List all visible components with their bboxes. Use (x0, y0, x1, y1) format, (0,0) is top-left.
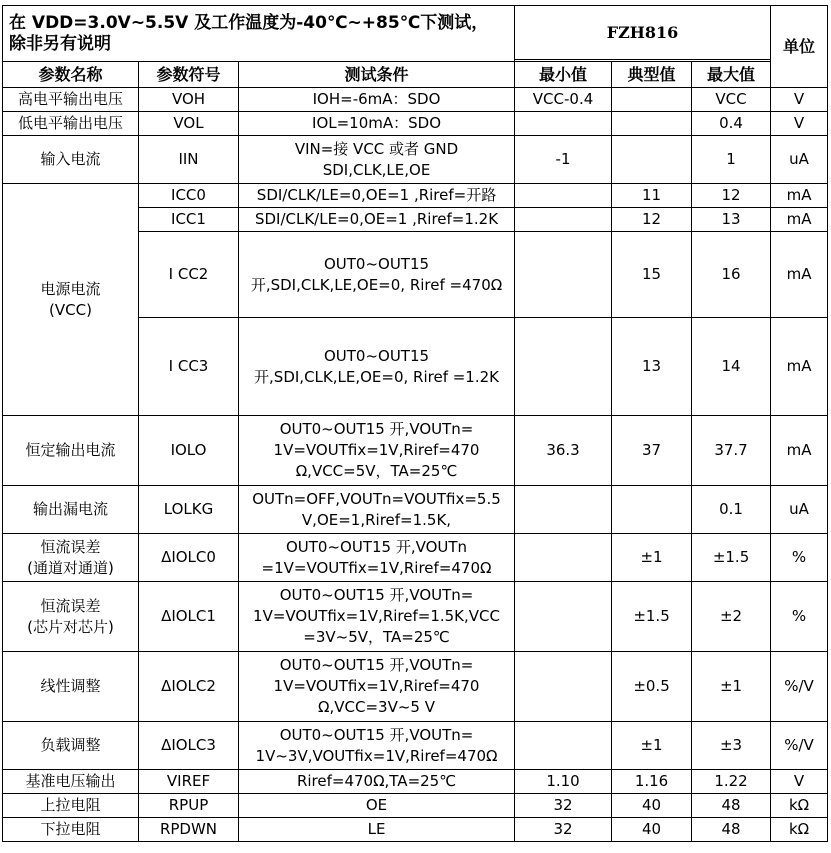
param-name-line: 恒流误差 (40, 537, 101, 556)
condition-line: 1V~3V,VOUTfix=1V,Riref=470Ω (255, 746, 498, 765)
test-condition (239, 534, 515, 582)
typ-value: 40 (612, 818, 692, 842)
condition-line: 开,SDI,CLK,LE,OE=0, Riref =470Ω (250, 275, 503, 294)
param-name: 高电平输出电压 (3, 88, 139, 112)
condition-line: 1V=VOUTfix=1V,Riref=470 (273, 677, 480, 695)
condition-line: Ω,VCC=3V~5 V (318, 698, 435, 716)
param-name: 线性调整 (3, 652, 139, 722)
param-symbol: RPDWN (139, 818, 239, 842)
param-name: 基准电压输出 (3, 770, 139, 794)
table-row (3, 416, 828, 486)
condition-line: IOL=10mA：SDO (312, 114, 442, 132)
test-condition (239, 652, 515, 722)
max-value: 12 (692, 184, 771, 208)
min-value: 1.10 (515, 770, 612, 794)
title-line-1: 在 VDD=3.0V~5.5V 及工作温度为-40℃~+85℃下测试， (9, 12, 489, 33)
typ-value: ±0.5 (612, 652, 692, 722)
max-value: VCC (692, 88, 771, 112)
unit-value: V (771, 88, 828, 112)
condition-line: OUT0~OUT15 开,VOUTn= (279, 725, 474, 744)
condition-line: OUT0~OUT15 (323, 346, 430, 365)
header-max: 最大值 (692, 62, 771, 88)
min-value (515, 232, 612, 318)
condition-line: =3V~5V，TA=25℃ (303, 628, 450, 646)
param-symbol: ΔIOLC0 (139, 534, 239, 582)
param-symbol: VOL (139, 112, 239, 136)
unit-value: uA (771, 486, 828, 534)
min-value (515, 534, 612, 582)
unit-value: mA (771, 184, 828, 208)
param-name-line: 恒流误差 (40, 596, 101, 615)
test-condition (239, 136, 515, 184)
typ-value: 13 (612, 318, 692, 416)
max-value: ±1 (692, 652, 771, 722)
typ-value (612, 486, 692, 534)
test-condition (239, 794, 515, 818)
min-value: 32 (515, 818, 612, 842)
test-condition (239, 318, 515, 416)
condition-line: 1V=VOUTfix=1V,Riref=1.5K,VCC (253, 607, 500, 625)
table-row (3, 112, 828, 136)
header-typ: 典型值 (612, 62, 692, 88)
min-value (515, 582, 612, 652)
table-row (3, 722, 828, 770)
table-row (3, 770, 828, 794)
param-name: 输出漏电流 (3, 486, 139, 534)
param-symbol: ICC1 (139, 208, 239, 232)
param-symbol: IOLO (139, 416, 239, 486)
max-value: ±3 (692, 722, 771, 770)
min-value (515, 722, 612, 770)
min-value: -1 (515, 136, 612, 184)
max-value: 0.1 (692, 486, 771, 534)
min-value (515, 318, 612, 416)
condition-line: Ω,VCC=5V，TA=25℃ (295, 462, 458, 480)
condition-line: SDI/CLK/LE=0,OE=1 ,Riref=开路 (256, 186, 497, 204)
min-value (515, 208, 612, 232)
unit-value: mA (771, 208, 828, 232)
param-symbol: ICC0 (139, 184, 239, 208)
header-param-symbol: 参数符号 (139, 62, 239, 88)
condition-line: LE (367, 820, 386, 838)
table-row (3, 486, 828, 534)
test-condition (239, 184, 515, 208)
max-value: 13 (692, 208, 771, 232)
param-symbol: ΔIOLC1 (139, 582, 239, 652)
table-row (3, 534, 828, 582)
param-symbol: VOH (139, 88, 239, 112)
param-name-subline: (通道对通道) (27, 558, 114, 577)
chip-model: FZH816 (515, 6, 771, 60)
max-value: ±2 (692, 582, 771, 652)
condition-line: OUTn=OFF,VOUTn=VOUTfix=5.5 (252, 489, 501, 508)
header-min: 最小值 (515, 62, 612, 88)
condition-line: OE (365, 796, 388, 814)
condition-line: 开,SDI,CLK,LE,OE=0, Riref =1.2K (254, 367, 499, 386)
typ-value: 37 (612, 416, 692, 486)
max-value: 37.7 (692, 416, 771, 486)
param-name (3, 184, 139, 416)
condition-line: OUT0~OUT15 开,VOUTn= (279, 420, 474, 438)
max-value: 0.4 (692, 112, 771, 136)
condition-line: IOH=-6mA：SDO (312, 90, 441, 108)
table-row (3, 652, 828, 722)
typ-value: 15 (612, 232, 692, 318)
condition-line: SDI,CLK,LE,OE (322, 160, 431, 179)
param-name (3, 582, 139, 652)
condition-line: V,OE=1,Riref=1.5K, (301, 510, 452, 529)
typ-value: ±1.5 (612, 582, 692, 652)
min-value (515, 112, 612, 136)
condition-line: VIN=接 VCC 或者 GND (294, 139, 459, 158)
max-value: 48 (692, 818, 771, 842)
test-condition (239, 582, 515, 652)
param-symbol: I CC2 (139, 232, 239, 318)
typ-value: ±1 (612, 534, 692, 582)
unit-value: % (771, 582, 828, 652)
param-name: 恒定输出电流 (3, 416, 139, 486)
typ-value: 12 (612, 208, 692, 232)
table-row (3, 582, 828, 652)
test-condition (239, 770, 515, 794)
table-row (3, 794, 828, 818)
table-row (3, 818, 828, 842)
typ-value (612, 136, 692, 184)
typ-value (612, 112, 692, 136)
param-symbol: ΔIOLC3 (139, 722, 239, 770)
condition-line: OUT0~OUT15 开,VOUTn= (279, 586, 474, 604)
max-value: 48 (692, 794, 771, 818)
test-condition (239, 818, 515, 842)
test-condition (239, 112, 515, 136)
typ-value: 11 (612, 184, 692, 208)
test-condition (239, 722, 515, 770)
test-condition (239, 88, 515, 112)
param-symbol: VIREF (139, 770, 239, 794)
table-row (3, 136, 828, 184)
condition-line: 1V=VOUTfix=1V,Riref=470 (273, 441, 480, 459)
unit-value: %/V (771, 652, 828, 722)
unit-value: mA (771, 232, 828, 318)
electrical-characteristics-table (2, 5, 828, 842)
max-value: 16 (692, 232, 771, 318)
param-symbol: LOLKG (139, 486, 239, 534)
min-value (515, 184, 612, 208)
param-symbol: I CC3 (139, 318, 239, 416)
unit-value: uA (771, 136, 828, 184)
unit-value: % (771, 534, 828, 582)
typ-value (612, 88, 692, 112)
max-value: 14 (692, 318, 771, 416)
unit-value: kΩ (771, 794, 828, 818)
param-symbol: RPUP (139, 794, 239, 818)
typ-value: ±1 (612, 722, 692, 770)
typ-value: 40 (612, 794, 692, 818)
param-symbol: IIN (139, 136, 239, 184)
param-name: 低电平输出电压 (3, 112, 139, 136)
unit-value: %/V (771, 722, 828, 770)
unit-header: 单位 (771, 6, 828, 88)
condition-line: =1V=VOUTfix=1V,Riref=470Ω (261, 558, 492, 577)
condition-line: OUT0~OUT15 开,VOUTn (285, 537, 468, 556)
table-row (3, 184, 828, 208)
param-name: 输入电流 (3, 136, 139, 184)
param-name: 下拉电阻 (3, 818, 139, 842)
min-value: 32 (515, 794, 612, 818)
header-test-condition: 测试条件 (239, 62, 515, 88)
unit-value: mA (771, 318, 828, 416)
param-name-subline: (芯片对芯片) (27, 617, 114, 636)
unit-value: mA (771, 416, 828, 486)
condition-line: OUT0~OUT15 开,VOUTn= (279, 656, 474, 674)
max-value: 1 (692, 136, 771, 184)
param-name-line: 电源电流 (40, 279, 101, 298)
param-name (3, 534, 139, 582)
param-symbol: ΔIOLC2 (139, 652, 239, 722)
max-value: 1.22 (692, 770, 771, 794)
test-condition (239, 232, 515, 318)
test-condition (239, 486, 515, 534)
condition-line: Riref=470Ω,TA=25℃ (296, 772, 457, 790)
min-value: VCC-0.4 (515, 88, 612, 112)
param-name-subline: (VCC) (49, 300, 92, 319)
typ-value: 1.16 (612, 770, 692, 794)
param-name: 负载调整 (3, 722, 139, 770)
unit-value: V (771, 770, 828, 794)
condition-line: SDI/CLK/LE=0,OE=1 ,Riref=1.2K (254, 210, 499, 228)
min-value (515, 652, 612, 722)
table-title (3, 6, 515, 62)
title-line-2: 除非另有说明 (9, 33, 111, 54)
condition-line: OUT0~OUT15 (323, 254, 430, 273)
unit-value: kΩ (771, 818, 828, 842)
param-name: 上拉电阻 (3, 794, 139, 818)
table-row (3, 88, 828, 112)
unit-value: V (771, 112, 828, 136)
header-param-name: 参数名称 (3, 62, 139, 88)
test-condition (239, 208, 515, 232)
test-condition (239, 416, 515, 486)
min-value (515, 486, 612, 534)
max-value: ±1.5 (692, 534, 771, 582)
min-value: 36.3 (515, 416, 612, 486)
